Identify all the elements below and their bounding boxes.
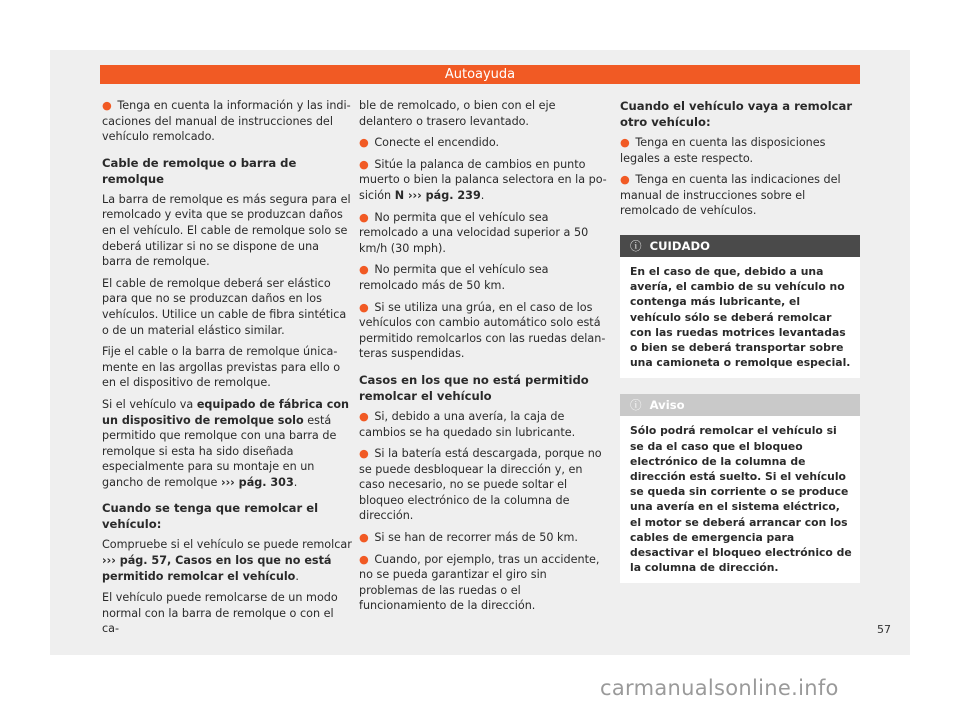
paragraph: La barra de remolque es más segura para el remolcado y evita que se produzcan daños en el vehículo. El cable de remolque solo se deberá utilizar si no se dispone de una barra de remolque. — [102, 192, 351, 269]
subheading: Cuando el vehículo vaya a remolcar otro vehículo: — [620, 99, 853, 129]
caution-header: ⓘ CUIDADO — [620, 235, 860, 257]
subheading: Cable de remolque o barra de remolque — [102, 155, 297, 186]
list-item: ● No permita que el vehículo sea remolcado a una velocidad superior a 50 km/h (30 mph). — [359, 210, 589, 255]
bullet-icon: ● — [359, 447, 369, 461]
paragraph: ● Tenga en cuenta la información y las indicaciones del manual de instrucciones del vehículo remolcado. — [102, 99, 351, 144]
column-right — [620, 98, 860, 583]
bullet-icon: ● — [359, 210, 369, 224]
paragraph: El cable de remolque deberá ser elástico para que no se produzcan daños en los vehículos. Utilice un cable de fibra sintética o de un material elástico similar. — [102, 276, 347, 337]
paragraph: ble de remolcado, o bien con el eje delantero o trasero levantado. — [359, 99, 556, 128]
list-item: ● Cuando, por ejemplo, tras un accidente, no se pueda garantizar el giro sin problemas de las ruedas o el funcionamiento de la dirección. — [359, 552, 600, 613]
info-icon: ⓘ — [630, 398, 642, 413]
section-header — [100, 65, 860, 84]
list-item: ● Si se han de recorrer más de 50 km. — [359, 531, 578, 545]
bullet-icon: ● — [359, 136, 369, 150]
bullet-icon: ● — [620, 173, 630, 187]
paragraph: Compruebe si el vehículo se puede remolcar ››› pág. 57, Casos en los que no está permitido remolcar el vehículo. — [102, 538, 352, 583]
list-item: ● No permita que el vehículo sea remolcado más de 50 km. — [359, 263, 549, 292]
list-item: ● Si la batería está descargada, porque no se puede desbloquear la dirección y, en caso necesario, no se puede soltar el bloqueo electrónico de la columna de dirección. — [359, 447, 602, 523]
bullet-icon: ● — [359, 300, 369, 314]
caution-text: En el caso de que, debido a una avería, el cambio de su vehículo no contenga más lubricante, el vehículo sólo se deberá remolcar con las ruedas motrices levantadas o bien se deberá transportar sobre una camioneta o remolque especial. — [630, 264, 851, 370]
list-item: ● Sitúe la palanca de cambios en punto muerto o bien la palanca selectora en la posición N ››› pág. 239. — [359, 157, 607, 202]
list-item: ● Si se utiliza una grúa, en el caso de los vehículos con cambio automático solo está permitido remolcarlos con las ruedas delanteras suspendidas. — [359, 300, 606, 361]
paragraph: Fije el cable o la barra de remolque únicamente en las argollas previstas para ello o en el dispositivo de remolque. — [102, 345, 341, 390]
list-item: ● Tenga en cuenta las disposiciones legales a este respecto. — [620, 136, 826, 165]
page-reference-link[interactable]: N ››› pág. 239 — [394, 188, 481, 202]
page-reference-link[interactable]: ››› pág. 57, Casos en los que no está permitido remolcar el vehículo — [102, 554, 332, 583]
list-item: ● Conecte el encendido. — [359, 136, 500, 150]
note-header: ⓘ Aviso — [620, 394, 860, 416]
watermark: carmanualsonline.info — [600, 676, 839, 700]
bullet-icon: ● — [359, 552, 369, 566]
note-text: Sólo podrá remolcar el vehículo si se da el caso que el bloqueo electrónico de la columna de dirección está suelto. Si el vehículo se queda sin corriente o se produce una avería en el sistema eléctrico, el motor se deberá arrancar con los cables de emergencia para desactivar el bloqueo electrónico de la columna de dirección. — [630, 424, 852, 575]
list-item: ● Si, debido a una avería, la caja de cambios se ha quedado sin lubricante. — [359, 409, 576, 439]
list-item: ● Tenga en cuenta las indicaciones del manual de instrucciones sobre el remolcado de vehículos. — [620, 173, 841, 218]
subheading: Cuando se tenga que remolcar el vehículo: — [102, 501, 319, 532]
section-title: Autoayuda — [444, 67, 516, 82]
caution-box — [620, 235, 860, 378]
bullet-icon: ● — [359, 531, 369, 545]
column-left — [102, 98, 352, 643]
bullet-icon: ● — [102, 99, 112, 112]
subheading: Casos en los que no está permitido remolcar el vehículo — [359, 372, 589, 403]
page-reference-link[interactable]: ››› pág. 303 — [220, 475, 294, 489]
bullet-icon: ● — [359, 409, 369, 423]
bullet-icon: ● — [359, 263, 369, 277]
column-middle — [359, 98, 609, 620]
bullet-icon: ● — [620, 136, 630, 149]
paragraph: El vehículo puede remolcarse de un modo normal con la barra de remolque o con el ca- — [102, 591, 338, 636]
bullet-icon: ● — [359, 157, 369, 171]
note-box — [620, 394, 860, 583]
page-number: 57 — [877, 623, 891, 636]
paragraph: Si el vehículo va equipado de fábrica con un dispositivo de remolque solo está permitido que remolque con una barra de remolque si esta ha sido diseñada especialmente para su montaje en un gancho de remolque ››› pág. 303. — [102, 397, 349, 489]
warning-circle-icon: ⓘ — [630, 238, 642, 253]
